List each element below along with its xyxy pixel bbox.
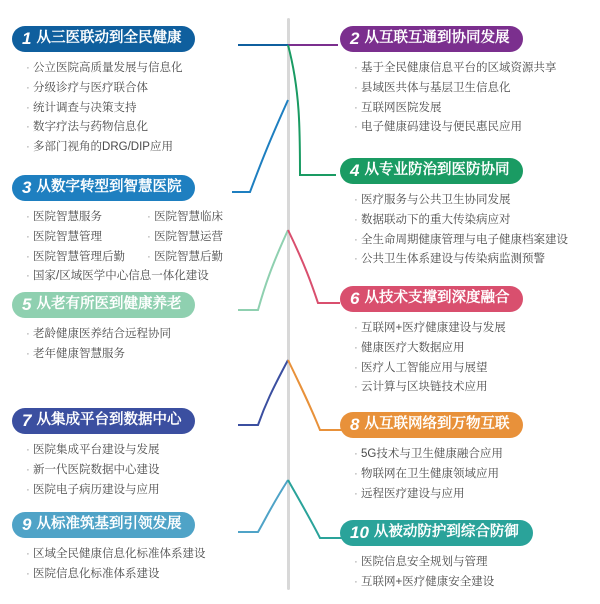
item-8-pill[interactable] (340, 412, 523, 438)
item-1-pill[interactable] (12, 26, 195, 52)
item-5-pill[interactable] (12, 292, 195, 318)
item-5-number: 5 (22, 295, 32, 314)
bullet: · 医院智慧服务 (26, 208, 125, 228)
roadmap-item-6[interactable] (340, 286, 523, 398)
bullet: · 物联网在卫生健康领域应用 (354, 465, 523, 485)
bullet: · 县域医共体与基层卫生信息化 (354, 79, 557, 99)
item-7-title: 从集成平台到数据中心 (36, 412, 182, 429)
item-9-number: 9 (22, 515, 32, 534)
item-2-pill[interactable] (340, 26, 523, 52)
item-4-pill[interactable] (340, 158, 523, 184)
roadmap-item-1[interactable] (12, 26, 195, 158)
item-8-bullets (340, 445, 523, 504)
item-4-number: 4 (350, 161, 360, 180)
item-10-title: 从被动防护到综合防御 (373, 524, 519, 541)
bullet: · 互联网医院发展 (354, 99, 557, 119)
roadmap-item-5[interactable] (12, 292, 195, 365)
bullet: · 老龄健康医养结合远程协同 (26, 325, 195, 345)
item-4-bullets (340, 191, 568, 270)
bullet: · 数据联动下的重大传染病应对 (354, 211, 568, 231)
bullet: · 基于全民健康信息平台的区域资源共享 (354, 59, 557, 79)
roadmap-item-8[interactable] (340, 412, 523, 504)
item-2-bullets (340, 59, 557, 138)
bullet: · 5G技术与卫生健康融合应用 (354, 445, 523, 465)
bullet: · 医院信息化标准体系建设 (26, 565, 206, 585)
item-10-pill[interactable] (340, 520, 533, 546)
item-9-pill[interactable] (12, 512, 195, 538)
bullet: · 全生命周期健康管理与电子健康档案建设 (354, 231, 568, 251)
bullet: · 医院电子病历建设与应用 (26, 481, 195, 501)
item-6-title: 从技术支撑到深度融合 (364, 290, 510, 307)
item-9-title: 从标准筑基到引领发展 (36, 516, 182, 533)
bullet: · 医院集成平台建设与发展 (26, 441, 195, 461)
item-2-title: 从互联互通到协同发展 (364, 30, 510, 47)
item-10-number: 10 (350, 523, 369, 542)
bullet: · 互联网+医疗健康建设与发展 (354, 319, 523, 339)
item-3-title: 从数字转型到智慧医院 (36, 179, 182, 196)
item-7-bullets (12, 441, 195, 500)
bullet: · 医院智慧运营 (147, 228, 223, 248)
item-6-number: 6 (350, 289, 360, 308)
bullet: · 远程医疗建设与应用 (354, 485, 523, 505)
bullet: · 分级诊疗与医疗联合体 (26, 79, 195, 99)
item-10-bullets (340, 553, 533, 593)
item-4-title: 从专业防治到医防协同 (364, 162, 510, 179)
roadmap-item-7[interactable] (12, 408, 195, 500)
bullet: · 老年健康智慧服务 (26, 345, 195, 365)
item-1-bullets (12, 59, 195, 158)
bullet: · 公共卫生体系建设与传染病监测预警 (354, 250, 568, 270)
item-9-bullets (12, 545, 206, 585)
bullet: · 健康医疗大数据应用 (354, 339, 523, 359)
bullet: · 医院信息安全规划与管理 (354, 553, 533, 573)
item-6-pill[interactable] (340, 286, 523, 312)
bullet: · 区域全民健康信息化标准体系建设 (26, 545, 206, 565)
item-6-bullets (340, 319, 523, 398)
bullet: · 医院智慧管理 (26, 228, 125, 248)
roadmap-item-9[interactable] (12, 512, 206, 585)
item-8-number: 8 (350, 415, 360, 434)
bullet: · 互联网+医疗健康安全建设 (354, 573, 533, 593)
roadmap-item-3[interactable] (12, 175, 223, 287)
item-5-title: 从老有所医到健康养老 (36, 296, 182, 313)
item-7-pill[interactable] (12, 408, 195, 434)
roadmap-item-4[interactable] (340, 158, 568, 270)
bullet: · 医疗服务与公共卫生协同发展 (354, 191, 568, 211)
item-3-pill[interactable] (12, 175, 195, 201)
bullet: · 电子健康码建设与便民惠民应用 (354, 118, 557, 138)
bullet: · 医院智慧临床 (147, 208, 223, 228)
bullet: · 数字疗法与药物信息化 (26, 118, 195, 138)
bullet: · 医院智慧管理后勤 (26, 248, 125, 268)
bullet: · 新一代医院数据中心建设 (26, 461, 195, 481)
item-5-bullets (12, 325, 195, 365)
item-7-number: 7 (22, 411, 32, 430)
bullet: · 医疗人工智能应用与展望 (354, 359, 523, 379)
item-3-bullets (12, 208, 223, 287)
item-2-number: 2 (350, 29, 360, 48)
timeline-spine (287, 18, 290, 590)
bullet: · 统计调查与决策支持 (26, 99, 195, 119)
item-8-title: 从互联网络到万物互联 (364, 416, 510, 433)
bullet: · 云计算与区块链技术应用 (354, 378, 523, 398)
roadmap-item-10[interactable] (340, 520, 533, 593)
bullet: · 医院智慧后勤 (147, 248, 223, 268)
bullet: · 多部门视角的DRG/DIP应用 (26, 138, 195, 158)
bullet: · 公立医院高质量发展与信息化 (26, 59, 195, 79)
item-3-number: 3 (22, 178, 32, 197)
bullet: · 国家/区域医学中心信息一体化建设 (26, 267, 223, 287)
roadmap-item-2[interactable] (340, 26, 557, 138)
item-1-number: 1 (22, 29, 32, 48)
item-1-title: 从三医联动到全民健康 (36, 30, 182, 47)
